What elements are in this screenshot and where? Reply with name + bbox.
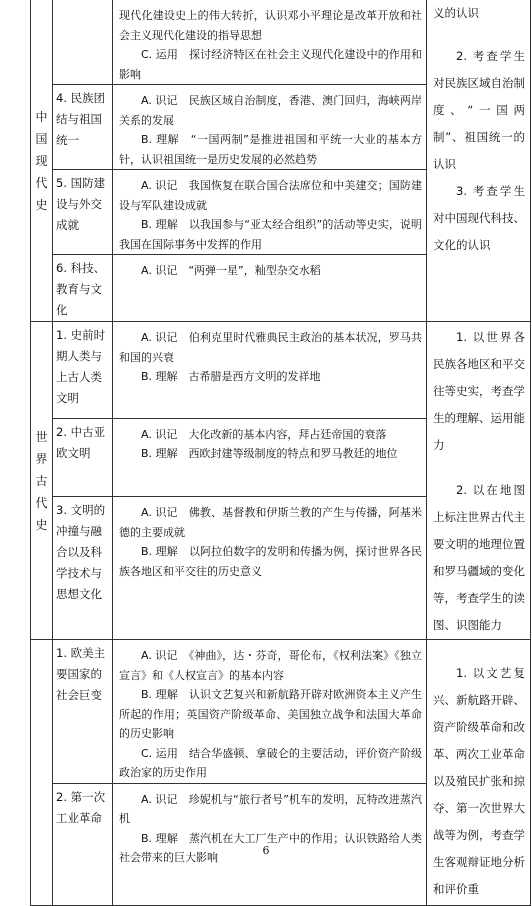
module-char: 古 xyxy=(35,473,48,488)
topic-cell: 4. 民族团结与祖国统一 xyxy=(53,85,113,170)
requirement-text: A. 识记 伯利克里时代雅典民主政治的基本状况，罗马共和国的兴衰 xyxy=(119,331,422,364)
table-row xyxy=(31,322,531,419)
suggestion-text: 2. 考查学生对民族区域自治制度、“一国两制”、祖国统一的认识 xyxy=(433,49,525,171)
requirement-text: B. 理解 古希腊是西方文明的发祥地 xyxy=(141,370,321,383)
module-cell-empty xyxy=(31,640,53,906)
module-cell-china xyxy=(31,0,53,322)
suggestion-text: 义的认识 xyxy=(433,6,479,20)
requirement-text: A. 识记 “两弹一星”，籼型杂交水稻 xyxy=(141,264,321,277)
module-char: 界 xyxy=(35,451,48,466)
suggestion-text: 2. 以在地图上标注世界古代主要文明的地理位置和罗马疆域的变化等，考查学生的读图、识图能力 xyxy=(433,483,525,632)
requirement-text: A. 识记 大化改新的基本内容，拜占廷帝国的衰落 xyxy=(141,427,387,441)
requirement-text: C. 运用 探讨经济特区在社会主义现代化建设中的作用和影响 xyxy=(119,48,422,81)
requirement-text: A. 识记 《神曲》，达・芬奇，哥伦布，《权利法案》《独立宣言》和《人权宣言》的基本内容 xyxy=(119,649,422,682)
suggestion-text: 1. 以世界各民族各地区和平交往等史实，考查学生的理解、运用能力 xyxy=(433,330,525,452)
suggestion-cell-modern xyxy=(427,640,531,906)
topic-cell: 3. 文明的冲撞与融合以及科学技术与思想文化 xyxy=(53,497,113,640)
module-char: 史 xyxy=(35,517,48,532)
module-char: 中 xyxy=(35,109,48,124)
requirement-text: A. 识记 民族区域自治制度，香港、澳门回归，海峡两岸关系的发展 xyxy=(119,94,422,127)
requirement-text: B. 理解 “一国两制”是推进祖国和平统一大业的基本方针，认识祖国统一是历史发展的必然趋势 xyxy=(119,133,422,166)
page-number: 6 xyxy=(262,844,270,857)
module-cell-world xyxy=(31,322,53,640)
requirement-cell xyxy=(113,497,427,640)
requirement-cell xyxy=(113,85,427,170)
requirement-text: B. 理解 以阿拉伯数字的发明和传播为例，探讨世界各民族各地区和平交往的历史意义 xyxy=(119,545,422,578)
module-char: 现 xyxy=(35,153,48,168)
module-char: 代 xyxy=(35,495,48,510)
requirement-cell xyxy=(113,418,427,497)
requirement-text: B. 理解 以我国参与“亚太经合组织”的活动等史实，说明我国在国际事务中发挥的作用 xyxy=(119,218,422,251)
suggestion-text: 1. 以文艺复兴、新航路开辟、资产阶级革命和改革、两次工业革命以及殖民扩张和掠夺、第一次世界大战等为例，考查学生客观辩证地分析和评价重 xyxy=(433,666,525,896)
requirement-text: 现代化建设史上的伟大转折，认识邓小平理论是改革开放和社会主义现代化建设的指导思想 xyxy=(119,9,422,42)
suggestion-cell-china xyxy=(427,0,531,322)
topic-cell: 1. 史前时期人类与上古人类文明 xyxy=(53,322,113,419)
topic-cell: 5. 国防建设与外交成就 xyxy=(53,170,113,255)
module-label-world xyxy=(31,426,52,536)
module-char: 代 xyxy=(35,175,48,190)
requirement-cell xyxy=(113,170,427,255)
requirement-text: B. 理解 西欧封建等级制度的特点和罗马教廷的地位 xyxy=(141,447,398,461)
suggestion-cell-world xyxy=(427,322,531,640)
module-label-china xyxy=(31,106,52,216)
suggestion-text: 3. 考查学生对中国现代科技、文化的认识 xyxy=(433,184,525,252)
requirement-text: B. 理解 蒸汽机在大工厂生产中的作用；认识铁路给人类社会带来的巨大影响 xyxy=(119,831,422,864)
topic-cell: 1. 欧美主要国家的社会巨变 xyxy=(53,640,113,784)
requirement-cell xyxy=(113,255,427,322)
table-row xyxy=(31,640,531,784)
requirement-text: A. 识记 我国恢复在联合国合法席位和中美建交；国防建设与军队建设成就 xyxy=(119,179,422,212)
topic-cell-empty xyxy=(53,0,113,85)
requirement-cell xyxy=(113,322,427,419)
module-char: 世 xyxy=(35,429,48,444)
table-row xyxy=(31,0,531,85)
module-char: 史 xyxy=(35,197,48,212)
topic-cell: 6. 科技、教育与文化 xyxy=(53,255,113,322)
requirement-cell xyxy=(113,640,427,784)
requirement-text: C. 运用 结合华盛顿、拿破仑的主要活动，评价资产阶级政治家的历史作用 xyxy=(119,746,422,779)
topic-cell: 2. 第一次工业革命 xyxy=(53,783,113,905)
requirement-text: A. 识记 珍妮机与“旅行者号”机车的发明，瓦特改进蒸汽机 xyxy=(119,792,422,825)
requirement-cell xyxy=(113,0,427,85)
module-char: 国 xyxy=(35,131,48,146)
topic-cell: 2. 中古亚欧文明 xyxy=(53,418,113,497)
requirement-text: B. 理解 认识文艺复兴和新航路开辟对欧洲资本主义产生所起的作用；英国资产阶级革命、美国独立战争和法国大革命的历史影响 xyxy=(119,688,422,740)
requirement-text: A. 识记 佛教、基督教和伊斯兰教的产生与传播，阿基米德的主要成就 xyxy=(119,506,422,539)
curriculum-table xyxy=(30,0,531,906)
